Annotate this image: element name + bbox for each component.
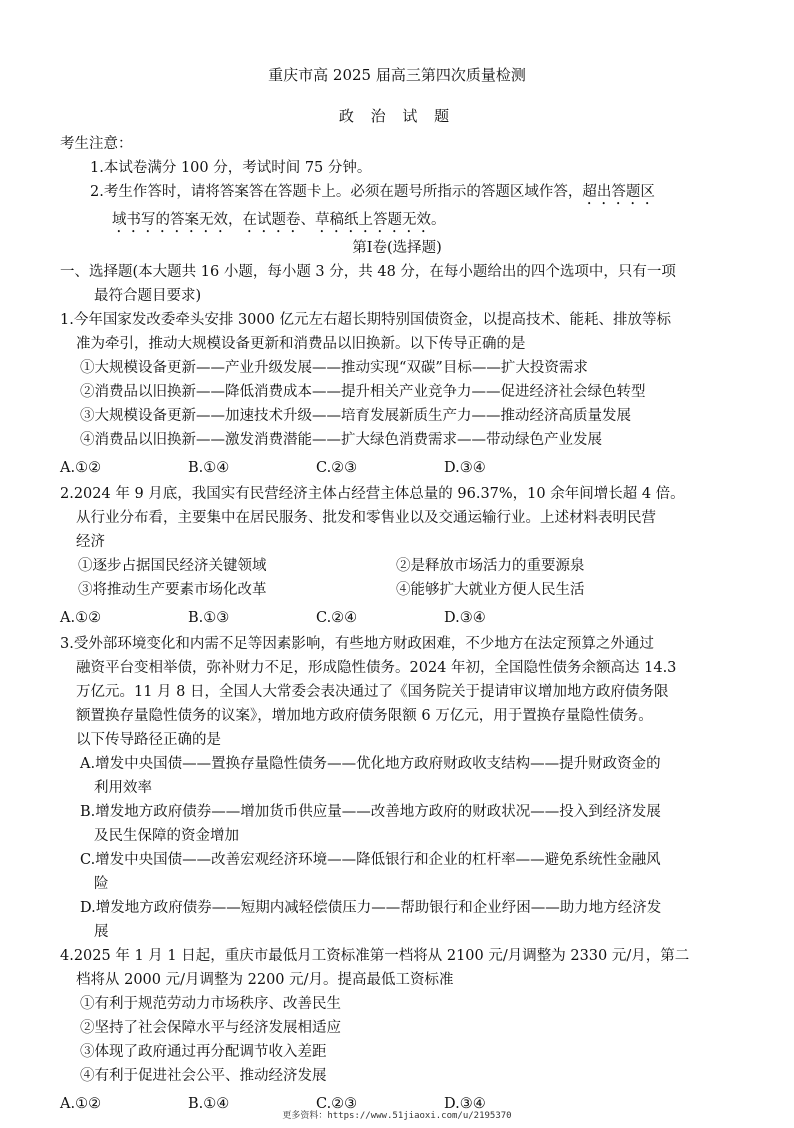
- q4-choice-d[interactable]: D.③④: [444, 1096, 486, 1112]
- subject-title: 政 治 试 题: [338, 107, 456, 125]
- notice-heading: 考生注意：: [60, 136, 133, 152]
- q1-choices: [60, 456, 736, 480]
- q2-stem-cont-2: 经济: [76, 534, 105, 550]
- q4-option-1: ①有利于规范劳动力市场秩序、改善民生: [80, 996, 341, 1012]
- q2-choices: [60, 606, 736, 630]
- q2-option-4: ④能够扩大就业方便人民生活: [396, 582, 585, 598]
- q2-options-row-1: [60, 554, 736, 578]
- notice-item-2-cont: 域书写的答案无效，在试题卷、草稿纸上答题无效。: [112, 212, 446, 228]
- notice-item-2: 2.考生作答时，请将答案答在答题卡上。必须在题号所指示的答题区域作答，超出答题区: [90, 184, 655, 200]
- q1-choice-b[interactable]: B.①④: [188, 460, 230, 476]
- q3-stem-4: 额置换存量隐性债务的议案》，增加地方政府债务限额 6 万亿元，用于置换存量隐性债务。: [76, 708, 653, 724]
- q4-choice-b[interactable]: B.①④: [188, 1096, 230, 1112]
- q1-option-1: ①大规模设备更新——产业升级发展——推动实现“双碳”目标——扩大投资需求: [80, 360, 588, 376]
- q2-stem: 2.2024 年 9 月底，我国实有民营经济主体占经营主体总量的 96.37%，10 余年间增长超 4 倍。: [60, 486, 685, 502]
- emphasis-text: 域书写的答案无效: [112, 212, 228, 228]
- q1-option-3: ③大规模设备更新——加速技术升级——培育发展新质生产力——推动经济高质量发展: [80, 408, 631, 424]
- q4-option-4: ④有利于促进社会公平、推动经济发展: [80, 1068, 327, 1084]
- q3-option-b-cont: 及民生保障的资金增加: [94, 828, 239, 844]
- q3-option-b[interactable]: B.增发地方政府债券——增加货币供应量——改善地方政府的财政状况——投入到经济发展: [80, 804, 661, 820]
- q1-choice-a[interactable]: A.①②: [60, 460, 102, 476]
- q4-option-3: ③体现了政府通过再分配调节收入差距: [80, 1044, 327, 1060]
- section-intro: 一、选择题(本大题共 16 小题，每小题 3 分，共 48 分，在每小题给出的四个选项中，只有一项: [60, 264, 676, 280]
- q4-stem-cont: 档将从 2000 元/月调整为 2200 元/月。提高最低工资标准: [76, 972, 454, 988]
- q1-option-2: ②消费品以旧换新——降低消费成本——提升相关产业竞争力——促进经济社会绿色转型: [80, 384, 646, 400]
- emphasis-text: 在试题卷、草稿纸上答题无效: [242, 212, 431, 228]
- q2-choice-c[interactable]: C.②④: [316, 610, 358, 626]
- q3-stem-5: 以下传导路径正确的是: [76, 732, 221, 748]
- q2-choice-d[interactable]: D.③④: [444, 610, 486, 626]
- q3-option-a-cont: 利用效率: [94, 780, 152, 796]
- emphasis-text: 超出答题区: [582, 184, 655, 200]
- section-intro-cont: 最符合题目要求): [94, 288, 202, 304]
- q3-option-d[interactable]: D.增发地方政府债券——短期内减轻偿债压力——帮助银行和企业纾困——助力地方经济发: [80, 900, 662, 916]
- exam-title: 重庆市高 2025 届高三第四次质量检测: [268, 66, 526, 84]
- q2-choice-b[interactable]: B.①③: [188, 610, 230, 626]
- notice-item-1: 1.本试卷满分 100 分，考试时间 75 分钟。: [90, 160, 372, 176]
- q3-stem: 3.受外部环境变化和内需不足等因素影响，有些地方财政困难，不少地方在法定预算之外通过: [60, 636, 654, 652]
- q1-option-4: ④消费品以旧换新——激发消费潜能——扩大绿色消费需求——带动绿色产业发展: [80, 432, 602, 448]
- q3-stem-2: 融资平台变相举债，弥补财力不足，形成隐性债务。2024 年初，全国隐性债务余额高达 14.3: [76, 660, 677, 676]
- q2-stem-cont: 从行业分布看，主要集中在居民服务、批发和零售业以及交通运输行业。上述材料表明民营: [76, 510, 656, 526]
- q3-option-c[interactable]: C.增发中央国债——改善宏观经济环境——降低银行和企业的杠杆率——避免系统性金融风: [80, 852, 661, 868]
- q3-option-d-cont: 展: [94, 924, 109, 940]
- questions-body: [60, 260, 736, 1118]
- q2-option-3: ③将推动生产要素市场化改革: [78, 582, 267, 598]
- q2-choice-a[interactable]: A.①②: [60, 610, 102, 626]
- footer-source-link[interactable]: 更多资料：https://www.51jiaoxi.com/u/2195370: [282, 1111, 512, 1121]
- q2-option-1: ①逐步占据国民经济关键领域: [78, 558, 267, 574]
- q4-option-2: ②坚持了社会保障水平与经济发展相适应: [80, 1020, 341, 1036]
- q1-stem-cont: 准为牵引，推动大规模设备更新和消费品以旧换新。以下传导正确的是: [76, 336, 526, 352]
- q3-option-a[interactable]: A.增发中央国债——置换存量隐性债务——优化地方政府财政收支结构——提升财政资金的: [80, 756, 661, 772]
- q4-choice-a[interactable]: A.①②: [60, 1096, 102, 1112]
- q1-choice-d[interactable]: D.③④: [444, 460, 486, 476]
- section-heading: 第Ⅰ卷(选择题): [352, 240, 442, 256]
- q1-stem: 1.今年国家发改委牵头安排 3000 亿元左右超长期特别国债资金，以提高技术、能耗、排放等标: [60, 312, 671, 328]
- q4-stem: 4.2025 年 1 月 1 日起，重庆市最低月工资标准第一档将从 2100 元/月调整为 2330 元/月，第二: [60, 948, 690, 964]
- q2-option-2: ②是释放市场活力的重要源泉: [396, 558, 585, 574]
- notice-block: [60, 132, 740, 236]
- q3-stem-3: 万亿元。11 月 8 日，全国人大常委会表决通过了《国务院关于提请审议增加地方政府债务限: [76, 684, 669, 700]
- q2-options-row-2: [60, 578, 736, 602]
- q4-choice-c[interactable]: C.②③: [316, 1096, 358, 1112]
- q3-option-c-cont: 险: [94, 876, 109, 892]
- q1-choice-c[interactable]: C.②③: [316, 460, 358, 476]
